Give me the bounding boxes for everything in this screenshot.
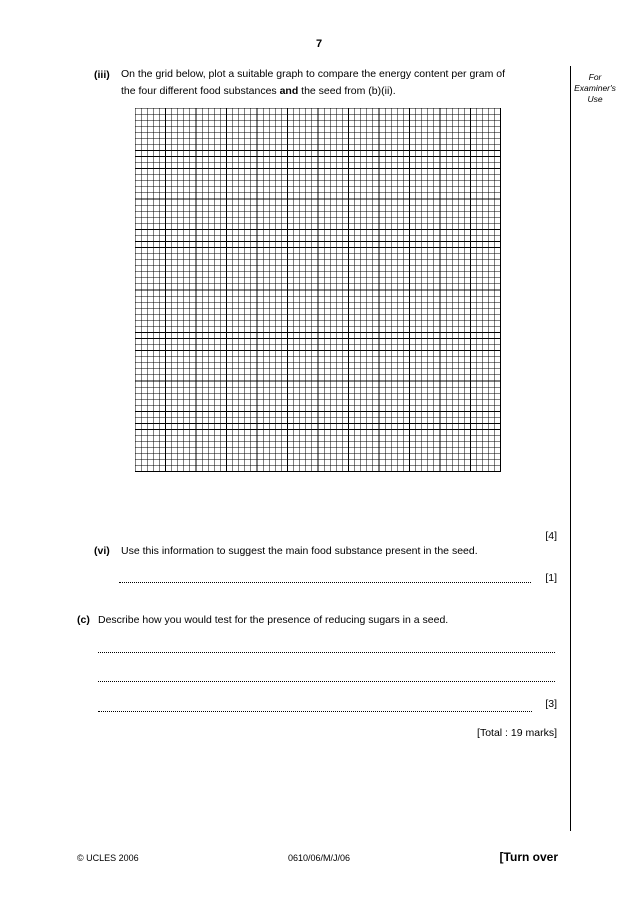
examiner-use-label <box>572 72 618 105</box>
question-vi-marks: [1] <box>545 572 557 584</box>
graph-paper-grid[interactable] <box>135 108 501 472</box>
examiner-margin-line <box>570 66 571 831</box>
page-number: 7 <box>315 38 323 50</box>
examiner-label-line: For <box>588 72 602 82</box>
examiner-label-line: Use <box>587 94 603 104</box>
question-iii-text <box>121 66 566 100</box>
question-iii-marks: [4] <box>545 530 557 542</box>
turn-over-label: [Turn over <box>499 850 558 864</box>
footer-paper-code: 0610/06/M/J/06 <box>287 853 351 863</box>
answer-line-c-2[interactable] <box>98 681 555 682</box>
footer-copyright: © UCLES 2006 <box>77 853 139 863</box>
text-segment: the four different food substances <box>121 85 280 97</box>
question-iii-label: (iii) <box>94 69 110 81</box>
question-iii-line2 <box>121 83 566 100</box>
question-vi-label: (vi) <box>94 545 110 557</box>
bold-emphasis: and <box>279 85 299 97</box>
question-c-marks: [3] <box>545 698 557 710</box>
answer-line-c-3[interactable] <box>98 711 532 712</box>
question-c-label: (c) <box>77 614 90 626</box>
graph-grid-svg[interactable] <box>135 108 501 472</box>
question-vi-text: Use this information to suggest the main food substance present in the seed. <box>121 545 478 557</box>
answer-line-c-1[interactable] <box>98 652 555 653</box>
answer-line-vi[interactable] <box>119 582 531 583</box>
text-segment: the seed from (b)(ii). <box>298 85 396 97</box>
question-c-text: Describe how you would test for the presence of reducing sugars in a seed. <box>98 614 449 626</box>
examiner-label-line: Examiner's <box>574 83 616 93</box>
question-iii-line1: On the grid below, plot a suitable graph to compare the energy content per gram of <box>121 68 506 80</box>
total-marks: [Total : 19 marks] <box>477 727 557 739</box>
